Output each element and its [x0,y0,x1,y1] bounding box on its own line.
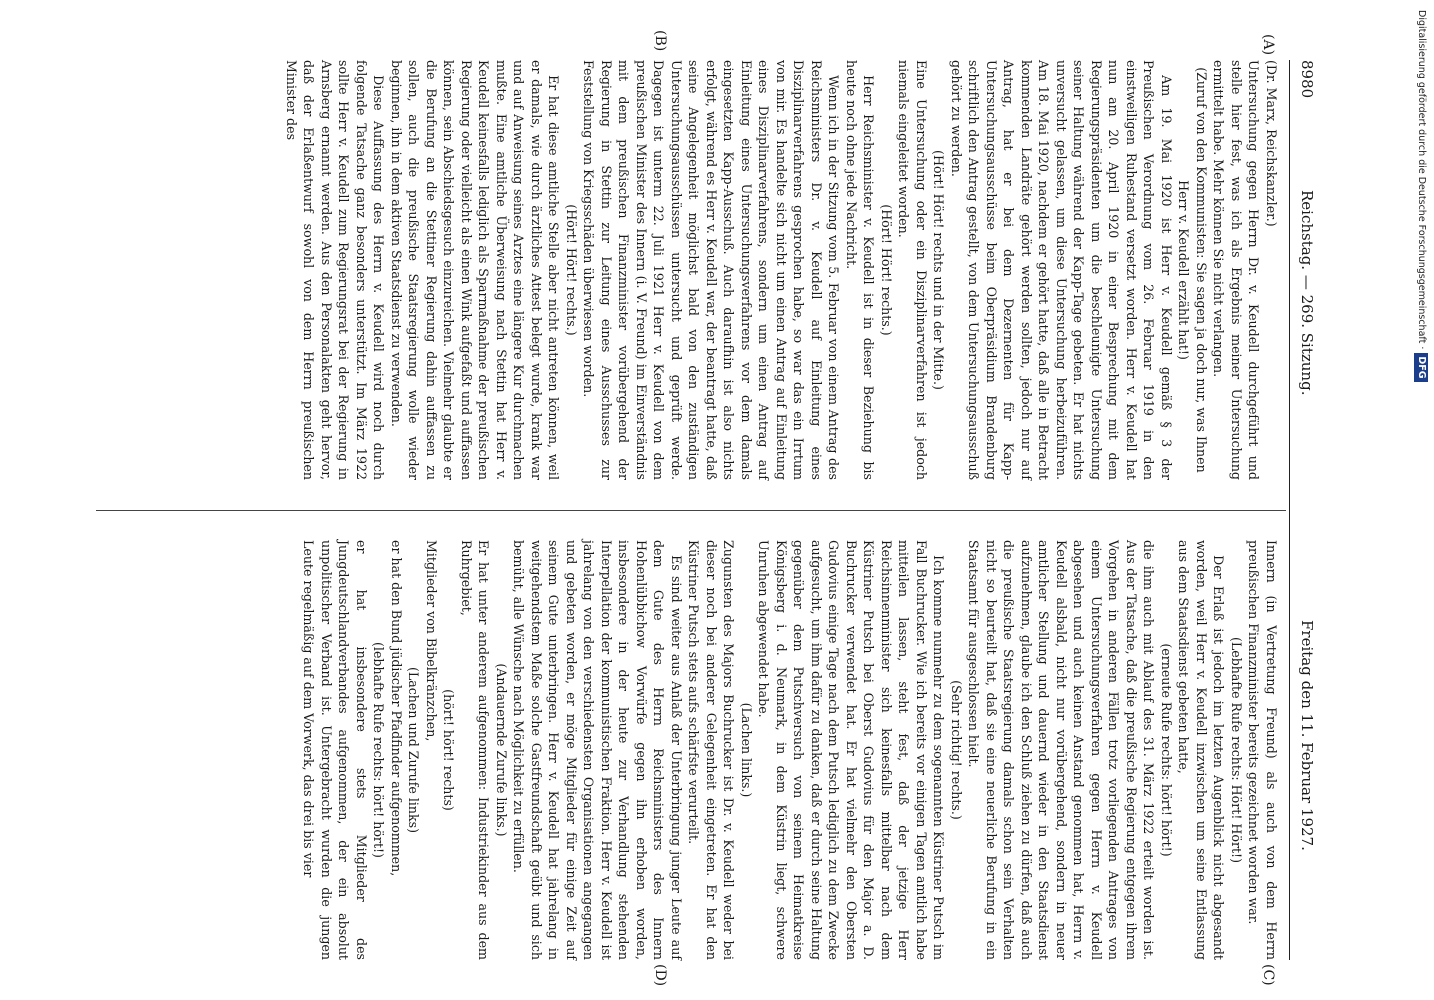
interjection: (Hört! Hört! rechts.) [564,204,579,336]
paragraph: Eine Untersuchung oder ein Disziplinarverfahren ist jedoch niemals eingeleitet worden. [896,60,929,480]
header-left: Reichstag. — 269. Sitzung. [1298,190,1316,396]
paragraph: Er hat unter anderem aufgenommen: Industriekinder aus dem Ruhrgebiet, [459,540,492,960]
interjection: (Zuruf von den Kommunisten: Sie sagen ja doch nur, was Ihnen Herr v. Keudell erzählt hat!) [1176,67,1209,473]
paragraph: Er hat diese amtliche Stelle aber nicht antreten können, weil er damals, wie durch ärztliches Attest belegt wurde, krank war und auf Anweisung seines Arztes eine längere Kur durchmachen mußte. Eine amtliche Überweisung nach Stettin hat Herr v. Keudell keinesfalls lediglich als Sparmaßnahme der preußischen Regierung oder vielleicht als einen Wink aufgefaßt und auffassen können, sein Abschiedsgesuch einzureichen. Vielmehr glaubte er die Berufung an die Stettiner Regierung dahin auffassen zu sollen, auch die preußische Staatsregierung wolle wieder beginnen, ihn in dem aktiven Staatsdienst zu verwenden. [389,60,562,480]
column-divider [96,510,1286,511]
interjection: (hört! hört! rechts) [441,689,457,811]
paragraph: Herr Reichsminister v. Keudell ist in dieser Beziehung bis heute noch ohne jede Nachricht. [844,60,877,480]
dfg-logo: DFG [1414,353,1428,381]
page-number: 8980 [1298,60,1316,99]
speaker-attribution: (Dr. Marx, Reichskanzler.) [1264,60,1279,227]
paragraph: Am 19. Mai 1920 ist Herr v. Keudell gemäß § 3 der Preußischen Verordnung vom 26. Februar 1919 in den einstweiligen Ruhestand versetzt worden. Herr v. Keudell hat nun am 20. April 1920 in einer Besprechung mit dem Regierungspräsidenten um die beschleunigte Untersuchung seiner Haltung während der Kapp-Tage gebeten. Er hat nichts unversucht gelassen, um diese Untersuchung herbeizuführen. Am 18. Mai 1920, nachdem er gehört hatte, daß alle in Betracht kommenden Landräte gehört werden sollten, jedoch nur auf Antrag, hat er bei dem Dezernenten für Kapp-Untersuchungsausschüsse beim Oberpräsidium Brandenburg schriftlich den Antrag gestellt, von dem Untersuchungsausschuß gehört zu werden. [949,60,1174,480]
digitization-credit [1414,10,1428,990]
credit-text: Digitalisierung gefördert durch die Deutsche Forschungsgemeinschaft · [1416,10,1427,350]
running-header [1294,60,1320,960]
interjection: (Andauernde Zurufe links.) [494,663,509,837]
paragraph: Ich komme nunmehr zu dem sogenannten Küstriner Putsch im Fall Buchrucker. Wie ich bereits vor einigen Tagen amtlich habe mitteilen lassen, steht fest, daß der jetzige Herr Reichsinnenminister sich keinesfalls mittelbar nach dem Küstriner Putsch bei Oberst Gudovius für den Major a. D. Buchrucker verwendet hat. Er hat vielmehr den Obersten Gudovius einige Tage nach dem Putsch lediglich zu dem Zwecke aufgesucht, um ihm dafür zu danken, daß er durch seine Haltung gegenüber dem Putschversuch von seinem Heimatkreise Königsberg i. d. Neumark, in dem Küstrin liegt, schwere Unruhen abgewendet habe. [756,540,947,960]
margin-marker-b: (B) [652,30,668,52]
paragraph: Untersuchung gegen Herrn Dr. v. Keudell durchgeführt und stelle hier fest, was ich als Ergebnis meiner Untersuchung ermittelt habe. Mehr können Sie nicht verlangen. [1211,60,1262,480]
margin-marker-a: (A) [1260,34,1276,56]
paragraph: er hat den Bund jüdischer Pfadfinder aufgenommen, [389,540,404,877]
paragraph: Innern (in Vertretung Freund) als auch von dem Herrn preußischen Finanzminister bereits gezeichnet worden war. [1246,540,1279,960]
paragraph: er hat insbesondere stets Mitglieder des Jungdeutschlandverbandes aufgenommen, der ein absolut unpolitischer Verband ist. Untergebracht wurden die jungen Leute regelmäßig auf dem Vorwerk, das drei bis vier [301,540,369,960]
interjection: (Lachen links.) [739,702,754,798]
paragraph: Mitglieder von Bibelkränzchen, [424,540,439,742]
interjection: (Hört! Hört! rechts und in der Mitte.) [931,150,947,390]
interjection: (lebhafte Rufe rechts: hört! hört!) [371,642,387,858]
interjection: (erneute Rufe rechts: hört! hört!) [1159,643,1174,857]
paragraph: Zugunsten des Majors Buchrucker ist Dr. v. Keudell weder bei dieser noch bei anderer Gelegenheit eingetreten. Er hat den Küstriner Putsch stets aufs schärfste verurteilt. [686,540,737,960]
interjection: (Sehr richtig! rechts.) [949,680,964,820]
paragraph: Es sind weiter aus Anlaß der Unterbringung junger Leute auf dem Gute des Herrn Reichsministers des Innern Hohenlübbichow Vorwürfe gegen ihn erhoben worden, insbesondere in der heute zur Verhandlung stehenden Interpellation der kommunistischen Fraktion. Herr v. Keudell ist jahrelang von den verschiedensten Organisationen angegangen und gebeten worden, er möge Mitglieder für einige Zeit auf seinem Gute unterbringen. Herr v. Keudell hat jahrelang in weitgehendstem Maße solche Gastfreundschaft geübt und sich bemüht, alle Wünsche nach Möglichkeit zu erfüllen. [511,540,684,960]
paragraph: Wenn ich in der Sitzung vom 5. Februar von einem Antrag des Reichsministers Dr. v. Keudell auf Einleitung eines Disziplinarverfahrens gesprochen habe, so war das ein Irrtum von mir. Es handelte sich nicht um einen Antrag auf Einleitung eines Disziplinarverfahrens, sondern um einen Antrag auf Einleitung eines Untersuchungsverfahrens vor dem damals eingesetzten Kapp-Ausschuß. Auch daraufhin ist also nichts erfolgt, während es Herr v. Keudell war, der beantragt hatte, daß seine Angelegenheit möglichst bald von den zuständigen Untersuchungsausschüssen untersucht und geprüft werde. Dagegen ist unterm 22. Juli 1921 Herr v. Keudell von dem preußischen Minister des Innern (i. V. Freund) im Einverständnis mit dem preußischen Finanzminister vorübergehend der Regierung in Stettin zur Leitung eines Ausschusses zur Feststellung von Kriegsschäden überwiesen worden. [581,60,842,480]
text-column-left [283,60,1281,480]
interjection: (Hört! Hört! rechts.) [879,204,894,336]
document-page [90,20,1320,987]
margin-marker-d: (D) [652,964,668,987]
paragraph: die ihm auch mit Ablauf des 31. März 1922 erteilt worden ist. Aus der Tatsache, daß die preußische Regierung entgegen ihrem Vorgehen in anderen Fällen trotz vorliegenden Antrages von einem Untersuchungsverfahren gegen Herrn v. Keudell abgesehen und auch keinen Anstand genommen hat, Herrn v. Keudell alsbald, nicht nur vorübergehend, sondern in neuer amtlicher Stellung und dauernd wieder in den Staatsdienst aufzunehmen, glaube ich den Schluß ziehen zu dürfen, daß auch die preußische Staatsregierung damals schon sein Verhalten nicht so beurteilt hat, daß sie eine neuerliche Berufung in ein Staatsamt für ausgeschlossen hielt. [966,540,1157,960]
header-right: Freitag den 11. Februar 1927. [1298,620,1316,851]
interjection: (Lachen und Zurufe links) [406,666,422,834]
text-column-right [300,540,1280,960]
margin-marker-c: (C) [1260,964,1276,986]
paragraph: Der Erlaß ist jedoch im letzten Augenblick nicht abgesandt worden, weil Herr v. Keudell inzwischen um seine Entlassung aus dem Staatsdienst gebeten hatte, [1176,540,1227,960]
interjection: (Lebhafte Rufe rechts: Hört! Hört!) [1229,636,1244,864]
paragraph: Diese Auffassung des Herrn v. Keudell wird noch durch folgende Tatsache ganz besonders unterstützt. Im März 1922 sollte Herr v. Keudell zum Regierungsrat bei der Regierung in Arnsberg ernannt werden. Aus den Personalakten geht hervor, daß der Erlaßentwurf sowohl von dem Herrn preußischen Minister des [284,60,387,480]
header-rule [1289,60,1290,960]
